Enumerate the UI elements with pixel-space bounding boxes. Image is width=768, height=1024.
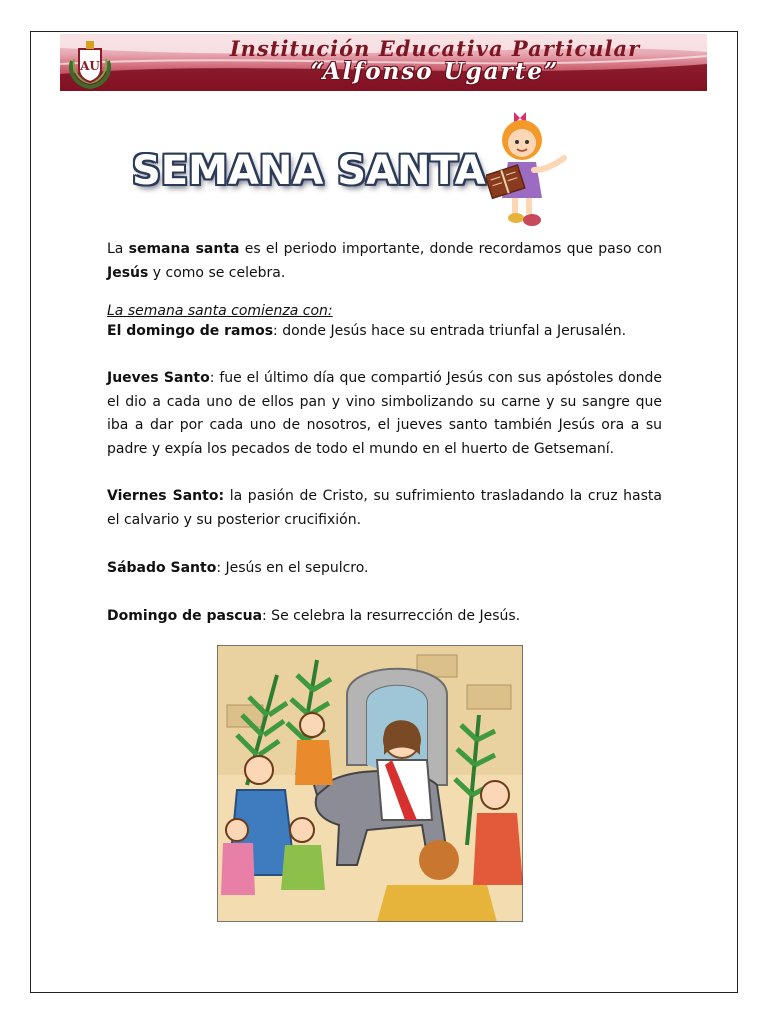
school-crest-logo — [66, 39, 114, 89]
description-jueves-santo: fue el último día que compartió Jesús con sus apóstoles donde el dio a cada uno de ellos pan y vino simbolizando su carne y su sangre que iba a dar por cada uno de nosotros, el jueves santo también Jesús ora a su padre y expía los pecados de todo el mundo en el huerto de Getsemaní. — [107, 370, 663, 457]
paragraph-viernes-santo — [107, 485, 662, 532]
school-type-text: Institución Educativa Particular — [229, 36, 641, 61]
intro-text-2: es el periodo importante, donde recordamos que paso con — [239, 241, 662, 257]
svg-text:AU: AU — [80, 59, 100, 73]
school-header-banner — [60, 34, 707, 91]
paragraph-sabado-santo — [107, 557, 662, 581]
colon: : — [273, 323, 278, 339]
description-sabado-santo: Jesús en el sepulcro. — [221, 560, 369, 576]
intro-paragraph — [107, 238, 662, 285]
term-viernes-santo: Viernes Santo — [107, 488, 219, 504]
school-name-text: “Alfonso Ugarte” — [310, 58, 560, 85]
description-viernes-santo: la pasión de Cristo, su sufrimiento trasladando la cruz hasta el calvario y su posterior crucifixión. — [107, 488, 662, 528]
paragraph-jueves-santo — [107, 367, 662, 461]
intro-bold-jesus: Jesús — [107, 264, 149, 281]
intro-text-3: y como se celebra. — [148, 264, 286, 281]
palm-sunday-illustration — [217, 645, 523, 922]
term-sabado-santo: Sábado Santo — [107, 560, 217, 576]
intro-bold-semana-santa: semana santa — [128, 241, 240, 257]
section-heading: La semana santa comienza con: — [107, 303, 333, 319]
colon: : — [218, 488, 225, 504]
girl-reading-illustration — [486, 112, 572, 230]
paragraph-domingo-de-pascua — [107, 605, 662, 629]
term-domingo-de-pascua: Domingo de pascua — [107, 608, 263, 624]
description-domingo-de-ramos: donde Jesús hace su entrada triunfal a Jerusalén. — [277, 323, 627, 339]
page-title: SEMANA SANTA — [132, 148, 486, 194]
description-domingo-de-pascua: Se celebra la resurrección de Jesús. — [266, 608, 521, 624]
colon: : — [262, 608, 267, 624]
colon: : — [209, 370, 215, 386]
term-domingo-de-ramos: El domingo de ramos — [107, 323, 274, 339]
paragraph-domingo-de-ramos — [107, 320, 662, 344]
colon: : — [216, 560, 222, 576]
intro-text-1: La — [107, 241, 129, 257]
term-jueves-santo: Jueves Santo — [107, 370, 210, 386]
